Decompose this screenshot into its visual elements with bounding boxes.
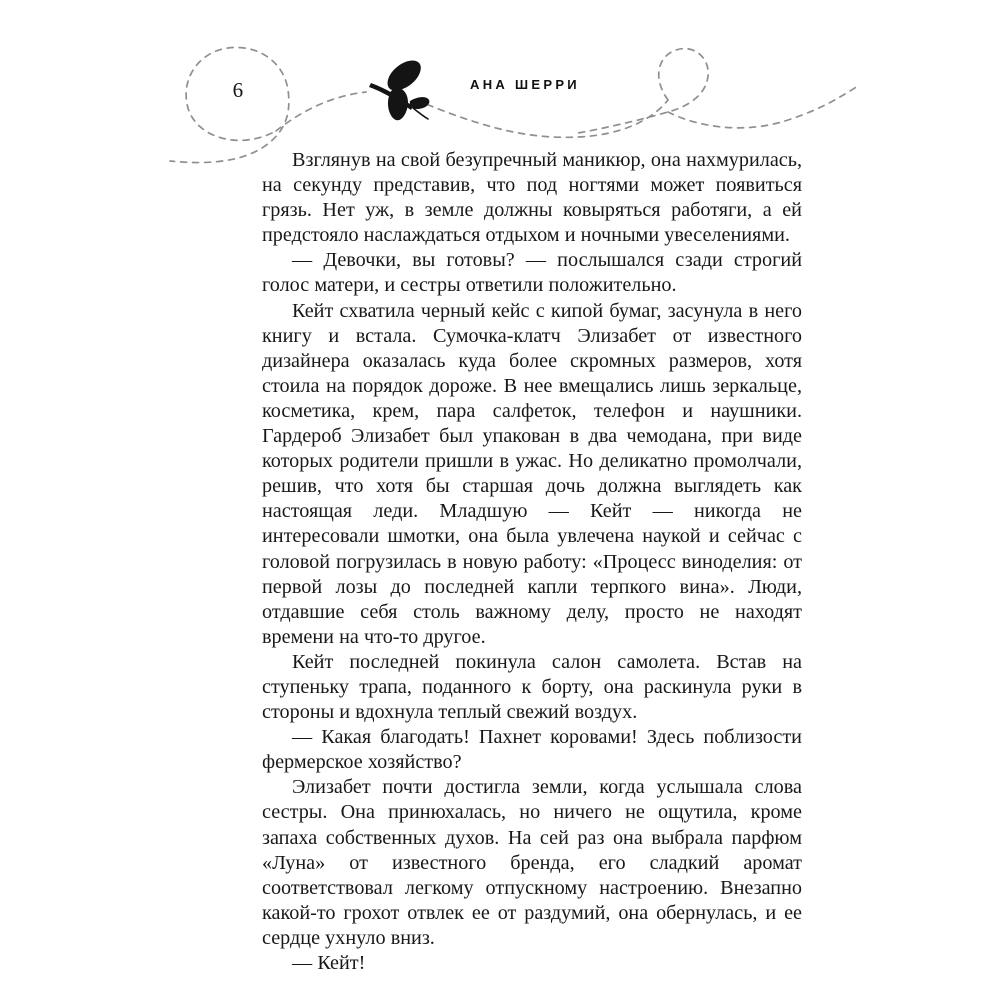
leaf-branch-ornament [369,60,429,120]
left-loop-path [170,47,289,162]
body-text-column [262,148,802,976]
paragraph: Кейт схватила черный кейс с кипой бумаг, засунула в него книгу и встала. Сумочка-клатч Элизабет от известного дизайнера оказалась куда более скромных размеров, хотя стоила на порядок дороже. В нее вмещались лишь зеркальце, косметика, крем, пара салфеток, телефон и наушники. Гардероб Элизабет был упакован в два чемодана, при виде которых родители пришли в ужас. Но деликатно промолчали, решив, что хотя бы старшая дочь должна выглядеть как настоящая леди. Младшую — Кейт — никогда не интересовали шмотки, она была увлечена наукой и сейчас с головой погрузилась в новую работу: «Процесс виноделия: от первой лозы до последней капли терпкого вина». Люди, отдавшие себя столь важному делу, просто не находят времени на что-то другое. [262,299,802,648]
paragraph: Взглянув на свой безупречный маникюр, она нахмурилась, на секунду представив, что под ногтями может появиться грязь. Нет уж, в земле должны ковыряться работяги, а ей предстояло наслаждаться отдыхом и ночными увеселениями. [262,149,802,247]
center-sweep-path [416,100,668,137]
paragraph: — Какая благодать! Пахнет коровами! Здесь поблизости фермерское хозяйство? [262,726,802,774]
paragraph: Кейт последней покинула салон самолета. Встав на ступеньку трапа, поданного к борту, она раскинула руки в стороны и вдохнула теплый свежий воздух. [262,650,802,724]
page-number: 6 [232,78,244,102]
right-tail-path [668,86,858,128]
running-head-author: АНА ШЕРРИ [470,77,580,92]
paragraph: — Кейт! [292,952,366,974]
paragraph: Элизабет почти достигла земли, когда услышала слова сестры. Она принюхалась, но ничего не ощутила, кроме запаха собственных духов. На сей раз она выбрала парфюм «Луна» от известного бренда, его сладкий аромат соответствовал легкому отпускному настроению. Внезапно какой-то грохот отвлек ее от раздумий, она обернулась, и ее сердце ухнуло вниз. [262,776,802,949]
paragraph: — Девочки, вы готовы? — послышался сзади строгий голос матери, и сестры ответили положительно. [262,249,802,297]
